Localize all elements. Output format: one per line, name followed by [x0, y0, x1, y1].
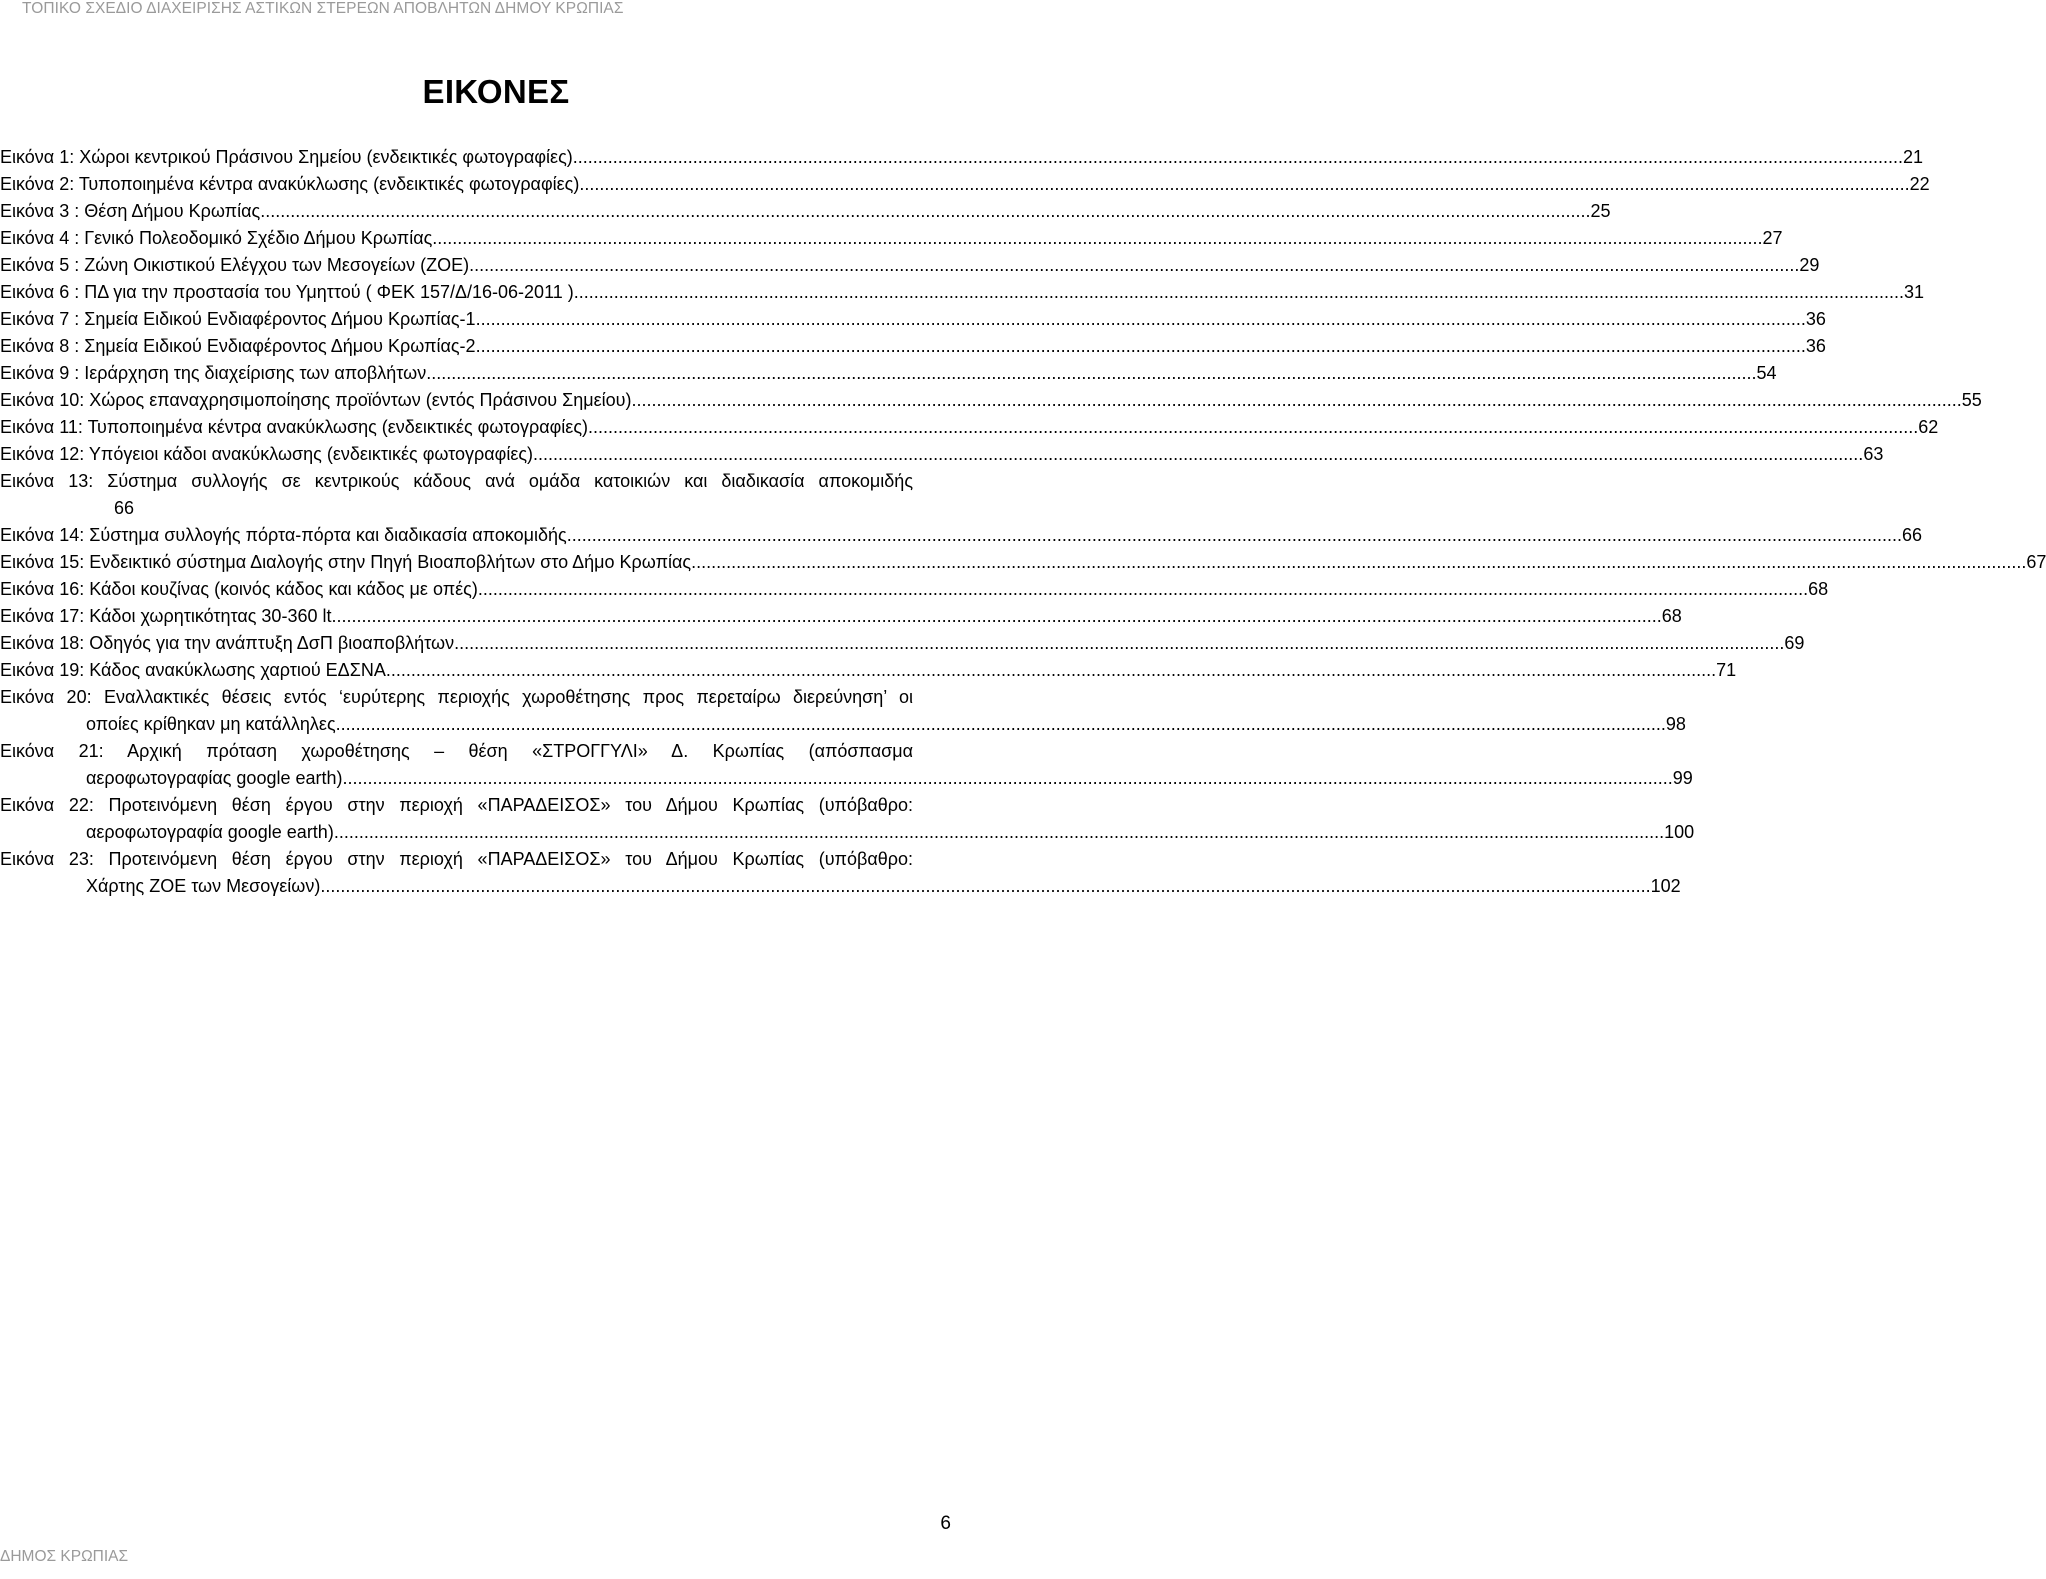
toc-entry[interactable] — [0, 522, 1923, 549]
dot-leader: .......................................................................................................................................................................................................................................................................... — [573, 282, 1905, 302]
entry-page: 69 — [1784, 633, 1805, 653]
dot-leader: .......................................................................................................................................................................................................................................................................... — [320, 876, 1651, 896]
dot-leader: .......................................................................................................................................................................................................................................................................... — [331, 606, 1662, 626]
dot-leader: .......................................................................................................................................................................................................................................................................... — [385, 660, 1717, 680]
toc-entry[interactable] — [0, 603, 1682, 630]
entry-page: 36 — [1805, 336, 1826, 356]
entry-title: Εικόνα 3 : Θέση Δήμου Κρωπίας — [0, 201, 261, 221]
entry-title-continuation: αεροφωτογραφία google earth) — [86, 822, 334, 842]
dot-leader: .......................................................................................................................................................................................................................................................................... — [475, 336, 1806, 356]
entry-title-continuation: Χάρτης ΖΟΕ των Μεσογείων) — [86, 876, 321, 896]
entry-title: Εικόνα 8 : Σημεία Ειδικού Ενδιαφέροντος Δήμου Κρωπίας-2 — [0, 336, 476, 356]
entry-title: Εικόνα 16: Κάδοι κουζίνας (κοινός κάδος και κάδος με οπές) — [0, 579, 478, 599]
entry-page: 102 — [1650, 876, 1681, 896]
entry-title: Εικόνα 10: Χώρος επαναχρησιμοποίησης προϊόντων (εντός Πράσινου Σημείου) — [0, 390, 632, 410]
entry-title: Εικόνα 14: Σύστημα συλλογής πόρτα-πόρτα και διαδικασία αποκομιδής. — [0, 525, 572, 545]
entry-page: 27 — [1762, 228, 1783, 248]
entry-page: 63 — [1863, 444, 1884, 464]
running-header: ΤΟΠΙΚΟ ΣΧΕΔΙΟ ΔΙΑΧΕΙΡΙΣΗΣ ΑΣΤΙΚΩΝ ΣΤΕΡΕΩΝ ΑΠΟΒΛΗΤΩΝ ΔΗΜΟΥ ΚΡΩΠΙΑΣ — [22, 0, 624, 17]
dot-leader: .......................................................................................................................................................................................................................................................................... — [426, 363, 1757, 383]
entry-page: 68 — [1661, 606, 1682, 626]
entry-page: 67 — [2026, 552, 2046, 572]
entry-page: 68 — [1808, 579, 1829, 599]
entry-page: 21 — [1903, 147, 1924, 167]
running-footer: ΔΗΜΟΣ ΚΡΩΠΙΑΣ — [0, 1548, 129, 1565]
toc-entry[interactable] — [0, 549, 2046, 576]
dot-leader: .......................................................................................................................................................................................................................................................................... — [579, 174, 1910, 194]
toc-entry[interactable] — [0, 684, 1686, 738]
entry-page: 62 — [1918, 417, 1939, 437]
dot-leader: .......................................................................................................................................................................................................................................................................... — [260, 201, 1591, 221]
entry-title: Εικόνα 4 : Γενικό Πολεοδομικό Σχέδιο Δήμου Κρωπίας — [0, 228, 433, 248]
entry-title-continuation: οποίες κρίθηκαν μη κατάλληλες — [86, 714, 336, 734]
toc-entry[interactable] — [0, 468, 913, 522]
toc-entry[interactable] — [0, 171, 1930, 198]
toc-entry[interactable] — [0, 225, 1783, 252]
toc-entry[interactable] — [0, 279, 1925, 306]
dot-leader: .......................................................................................................................................................................................................................................................................... — [572, 147, 1904, 167]
dot-leader: .......................................................................................................................................................................................................................................................................... — [432, 228, 1763, 248]
toc-entry[interactable] — [0, 657, 1737, 684]
entry-title: Εικόνα 1: Χώροι κεντρικού Πράσινου Σημείου (ενδεικτικές φωτογραφίες) — [0, 147, 573, 167]
entry-title: Εικόνα 12: Υπόγειοι κάδοι ανακύκλωσης (ενδεικτικές φωτογραφίες) — [0, 444, 534, 464]
entry-title: Εικόνα 20: Εναλλακτικές θέσεις εντός ‘ευρύτερης περιοχής χωροθέτησης προς περεταίρω διερεύνηση’ οι — [0, 687, 913, 707]
toc-entry[interactable] — [0, 252, 1820, 279]
toc-entry[interactable] — [0, 387, 1982, 414]
toc-entry[interactable] — [0, 333, 1826, 360]
toc-entry[interactable] — [0, 144, 1924, 171]
toc-entry[interactable] — [0, 630, 1805, 657]
dot-leader: .......................................................................................................................................................................................................................................................................... — [469, 255, 1800, 275]
entry-title: Εικόνα 18: Οδηγός για την ανάπτυξη ΔσΠ βιοαποβλήτων — [0, 633, 455, 653]
entry-page: 71 — [1716, 660, 1737, 680]
toc-entry[interactable] — [0, 738, 1693, 792]
page-title: ΕΙΚΟΝΕΣ — [422, 73, 570, 110]
toc-entry[interactable] — [0, 576, 1829, 603]
entry-title: Εικόνα 5 : Ζώνη Οικιστικού Ελέγχου των Μεσογείων (ΖΟΕ) — [0, 255, 470, 275]
toc-entry[interactable] — [0, 306, 1826, 333]
toc-entry[interactable] — [0, 360, 1777, 387]
entry-page: 54 — [1756, 363, 1777, 383]
entry-title: Εικόνα 6 : ΠΔ για την προστασία του Υμηττού ( ΦΕΚ 157/Δ/16-06-2011 ) — [0, 282, 574, 302]
entry-page: 66 — [114, 498, 135, 518]
dot-leader: .......................................................................................................................................................................................................................................................................... — [454, 633, 1785, 653]
dot-leader: .......................................................................................................................................................................................................................................................................... — [533, 444, 1864, 464]
entry-title-continuation: αεροφωτογραφίας google earth) — [86, 768, 343, 788]
toc-entry[interactable] — [0, 846, 1681, 900]
entry-title: Εικόνα 19: Κάδος ανακύκλωσης χαρτιού ΕΔΣΝΑ — [0, 660, 386, 680]
entry-page: 66 — [1901, 525, 1923, 545]
toc-entry[interactable] — [0, 792, 1695, 846]
entry-page: 36 — [1805, 309, 1826, 329]
entry-title: Εικόνα 9 : Ιεράρχηση της διαχείρισης των αποβλήτων — [0, 363, 427, 383]
entry-title: Εικόνα 7 : Σημεία Ειδικού Ενδιαφέροντος Δήμου Κρωπίας-1 — [0, 309, 476, 329]
entry-page: 31 — [1904, 282, 1925, 302]
dot-leader: .......................................................................................................................................................................................................................................................................... — [571, 525, 1902, 545]
entry-page: 55 — [1961, 390, 1982, 410]
toc-entry[interactable] — [0, 441, 1884, 468]
dot-leader: .......................................................................................................................................................................................................................................................................... — [475, 309, 1806, 329]
dot-leader: .......................................................................................................................................................................................................................................................................... — [631, 390, 1962, 410]
dot-leader: .......................................................................................................................................................................................................................................................................... — [333, 822, 1665, 842]
dot-leader: .......................................................................................................................................................................................................................................................................... — [342, 768, 1673, 788]
entry-title: Εικόνα 23: Προτεινόμενη θέση έργου στην περιοχή «ΠΑΡΑΔΕΙΣΟΣ» του Δήμου Κρωπίας (υπόβαθρο: — [0, 849, 913, 869]
entry-title: Εικόνα 21: Αρχική πρόταση χωροθέτησης – θέση «ΣΤΡΟΓΓΥΛΙ» Δ. Κρωπίας (απόσπασμα — [0, 741, 913, 761]
entry-title: Εικόνα 11: Τυποποιημένα κέντρα ανακύκλωσης (ενδεικτικές φωτογραφίες) — [0, 417, 588, 437]
entry-page: 29 — [1799, 255, 1820, 275]
entry-page: 22 — [1909, 174, 1930, 194]
dot-leader: .......................................................................................................................................................................................................................................................................... — [335, 714, 1666, 734]
entry-title: Εικόνα 13: Σύστημα συλλογής σε κεντρικούς κάδους ανά ομάδα κατοικιών και διαδικασία αποκομιδής — [0, 471, 913, 491]
figure-list — [0, 144, 2046, 900]
entry-title: Εικόνα 17: Κάδοι χωρητικότητας 30-360 lt — [0, 606, 332, 626]
entry-page: 99 — [1672, 768, 1693, 788]
entry-page: 100 — [1664, 822, 1695, 842]
entry-title: Εικόνα 22: Προτεινόμενη θέση έργου στην περιοχή «ΠΑΡΑΔΕΙΣΟΣ» του Δήμου Κρωπίας (υπόβαθρο: — [0, 795, 913, 815]
entry-page: 25 — [1590, 201, 1611, 221]
dot-leader: .......................................................................................................................................................................................................................................................................... — [588, 417, 1919, 437]
entry-title: Εικόνα 15: Ενδεικτικό σύστημα Διαλογής στην Πηγή Βιοαποβλήτων στο Δήμο Κρωπίας. — [0, 552, 697, 572]
toc-entry[interactable] — [0, 414, 1939, 441]
entry-title: Εικόνα 2: Τυποποιημένα κέντρα ανακύκλωσης (ενδεικτικές φωτογραφίες) — [0, 174, 580, 194]
dot-leader: .......................................................................................................................................................................................................................................................................... — [477, 579, 1809, 599]
toc-entry[interactable] — [0, 198, 1611, 225]
page-number: 6 — [940, 1513, 951, 1534]
entry-page: 98 — [1665, 714, 1686, 734]
dot-leader: .......................................................................................................................................................................................................................................................................... — [696, 552, 2027, 572]
